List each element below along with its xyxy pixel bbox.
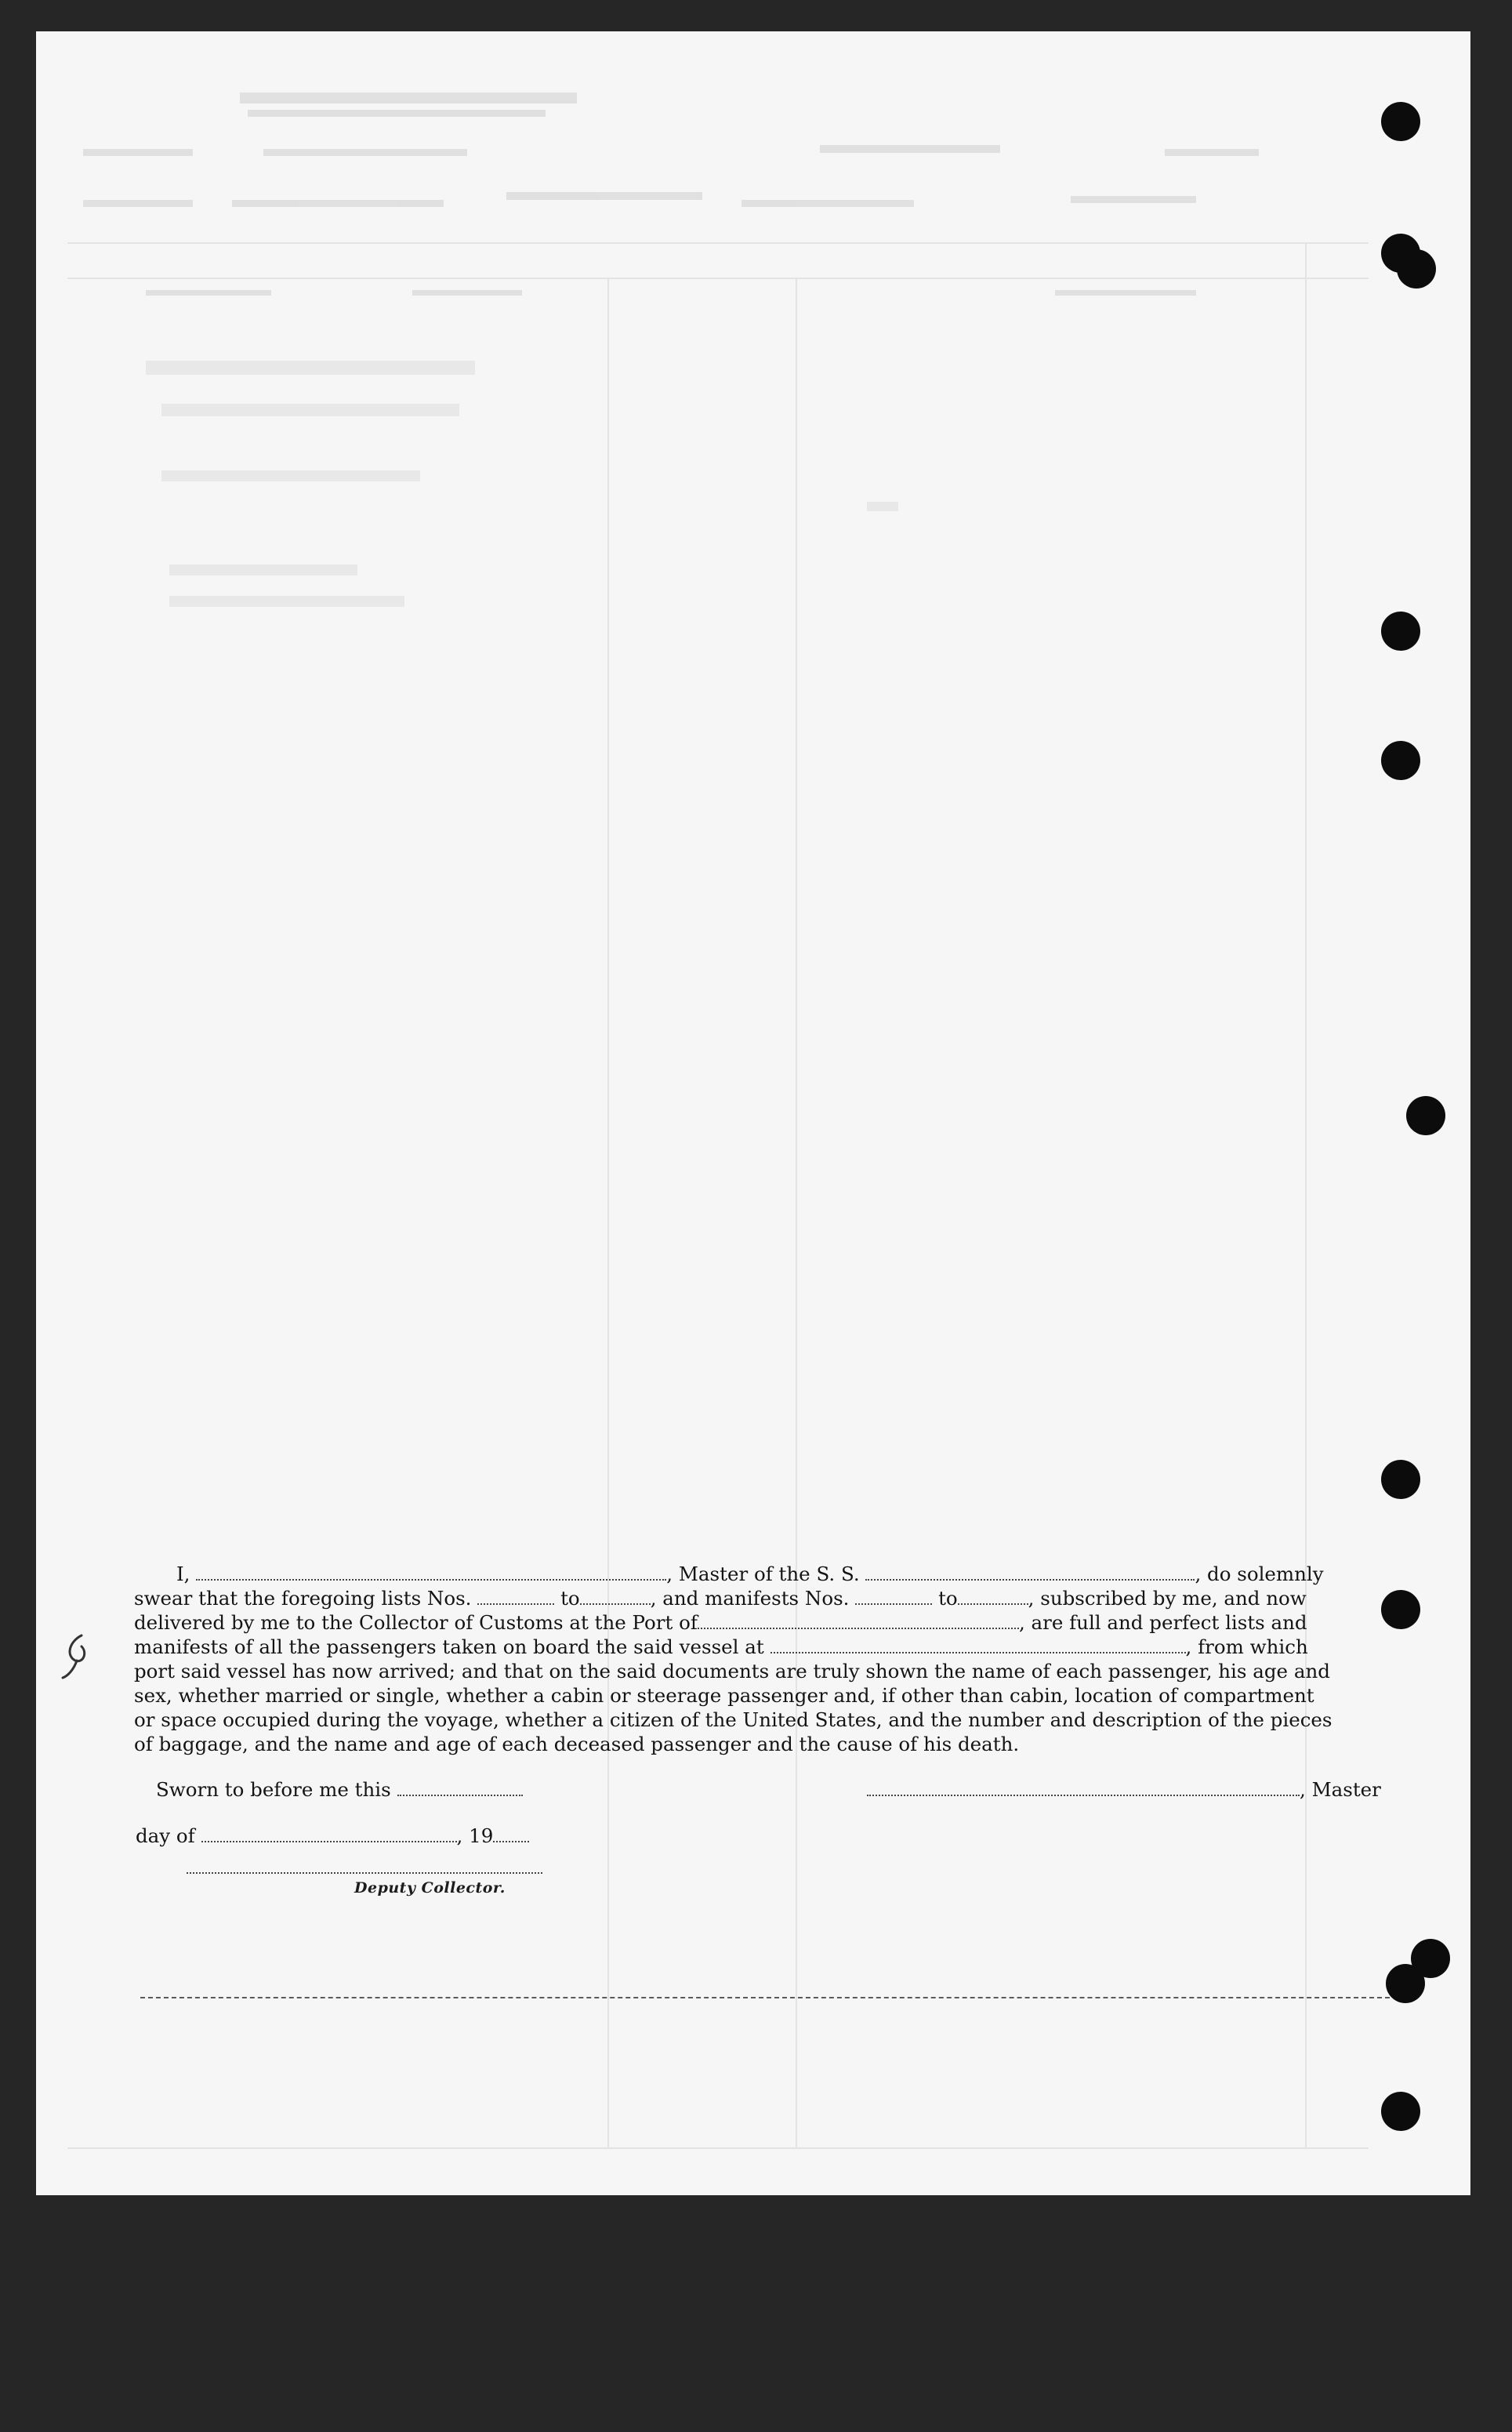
punch-hole-icon xyxy=(1381,1590,1420,1629)
oath-line-3 xyxy=(134,1610,1388,1635)
master-signature-line xyxy=(867,1778,1381,1801)
sworn-before-line xyxy=(156,1778,523,1801)
day-of-label: day of xyxy=(136,1824,195,1847)
oath-text: swear that the foregoing lists Nos. xyxy=(134,1587,472,1610)
oath-text: , Master of the S. S. xyxy=(666,1563,860,1585)
oath-text: delivered by me to the Collector of Customs at the Port of xyxy=(134,1611,698,1634)
bleed-through-ghost xyxy=(36,31,1470,2195)
document-page xyxy=(36,31,1470,2195)
oath-line-6: sex, whether married or single, whether a cabin or steerage passenger and, if other than cabin, location of compartment xyxy=(134,1684,1314,1707)
oath-text: , do solemnly xyxy=(1195,1563,1324,1585)
punch-hole-icon xyxy=(1386,1964,1425,2003)
punch-hole-icon xyxy=(1381,102,1420,141)
punch-hole-icon xyxy=(1381,1460,1420,1499)
oath-text: to xyxy=(938,1587,958,1610)
departure-port-blank xyxy=(771,1649,1186,1653)
sworn-day-blank xyxy=(397,1791,523,1796)
deputy-signature-rule xyxy=(187,1872,542,1874)
oath-line-5: port said vessel has now arrived; and that on the said documents are truly shown the name of each passenger, his age and xyxy=(134,1660,1330,1682)
month-blank xyxy=(201,1838,457,1842)
punch-hole-icon xyxy=(1381,741,1420,780)
master-name-blank xyxy=(196,1576,666,1581)
list-from-blank xyxy=(477,1600,554,1605)
oath-text: to xyxy=(560,1587,580,1610)
port-blank xyxy=(698,1624,1019,1629)
list-to-blank xyxy=(580,1600,651,1605)
manifest-from-blank xyxy=(855,1600,932,1605)
handwritten-margin-mark xyxy=(58,1629,97,1684)
oath-line-4 xyxy=(134,1635,1388,1659)
sworn-label: Sworn to before me this xyxy=(156,1778,391,1801)
oath-line-8: of baggage, and the name and age of each deceased passenger and the cause of his death. xyxy=(134,1733,1020,1755)
year-label: , 19 xyxy=(456,1824,494,1847)
punch-hole-icon xyxy=(1397,249,1436,289)
oath-line-7: or space occupied during the voyage, whether a citizen of the United States, and the number and description of the pieces xyxy=(134,1708,1333,1731)
oath-text: I, xyxy=(176,1563,190,1585)
oath-text: , from which xyxy=(1185,1635,1308,1658)
deputy-collector-label: Deputy Collector. xyxy=(354,1879,506,1897)
punch-hole-icon xyxy=(1381,2092,1420,2131)
bottom-rule xyxy=(140,1997,1390,1998)
oath-text: , subscribed by me, and now xyxy=(1028,1587,1307,1610)
manifest-to-blank xyxy=(958,1600,1028,1605)
day-of-line xyxy=(136,1824,529,1847)
oath-paragraph xyxy=(134,1562,1388,1756)
oath-text: manifests of all the passengers taken on board the said vessel at xyxy=(134,1635,764,1658)
master-label: , Master xyxy=(1300,1778,1381,1801)
oath-line-1 xyxy=(134,1562,1388,1586)
master-signature-blank xyxy=(867,1791,1300,1796)
punch-hole-icon xyxy=(1381,612,1420,651)
oath-line-2 xyxy=(134,1586,1388,1610)
punch-hole-icon xyxy=(1406,1096,1445,1135)
ship-name-blank xyxy=(865,1576,1195,1581)
oath-text: , are full and perfect lists and xyxy=(1018,1611,1307,1634)
oath-text: , and manifests Nos. xyxy=(650,1587,850,1610)
year-blank xyxy=(493,1838,529,1842)
